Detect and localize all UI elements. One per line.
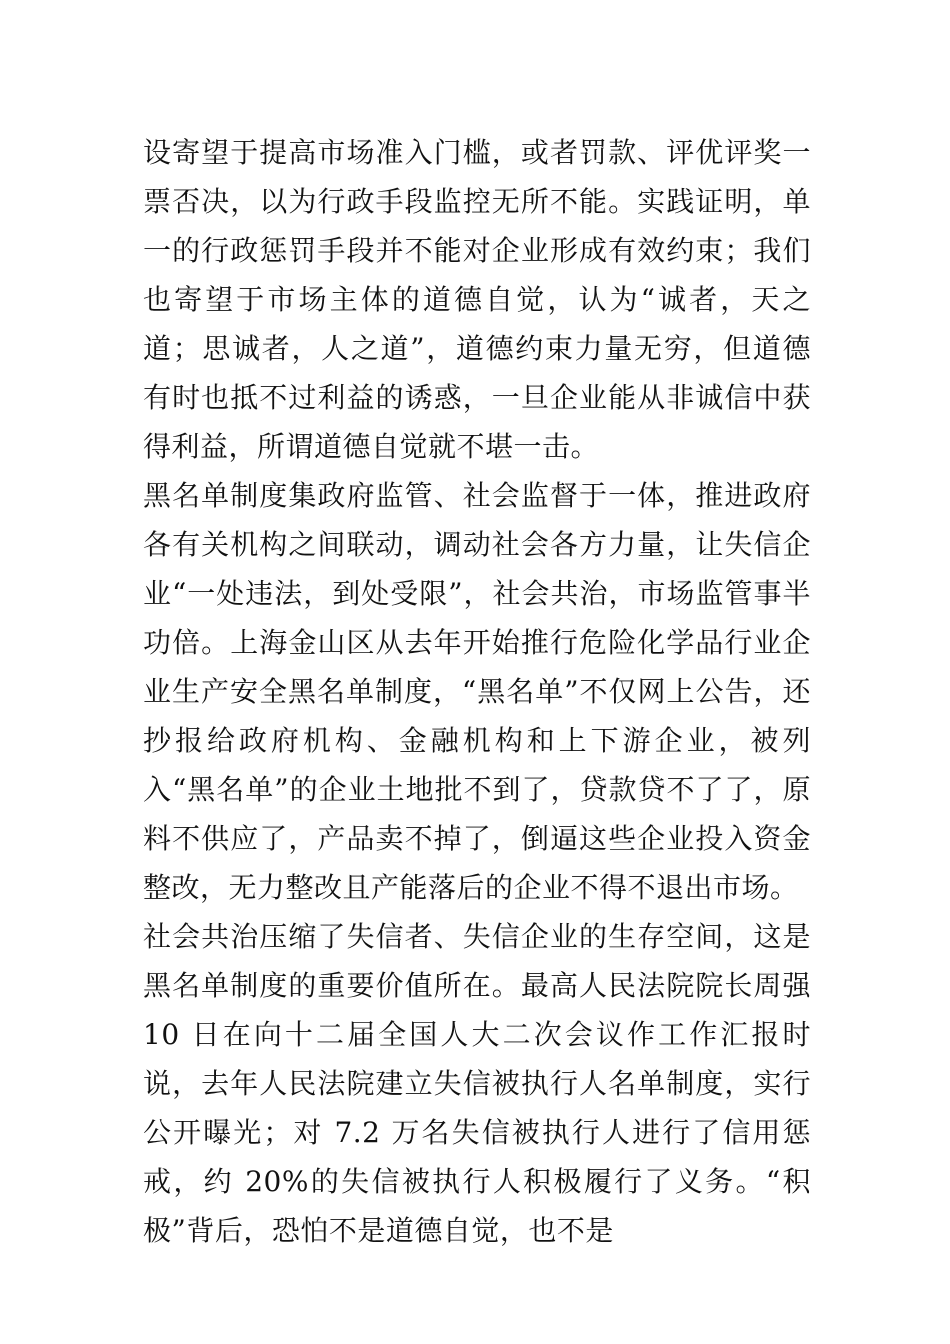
body-text: [143, 128, 811, 1255]
paragraph-3: 社会共治压缩了失信者、失信企业的生存空间，这是黑名单制度的重要价值所在。最高人民法院院长周强 10 日在向十二届全国人大二次会议作工作汇报时说，去年人民法院建立失信被执行人名单制度，实行公开曝光；对 7.2 万名失信被执行人进行了信用惩戒，约 20%的失信被执行人积极履行了义务。“积极”背后，恐怕不是道德自觉，也不是: [143, 920, 811, 1247]
paragraph-1: 设寄望于提高市场准入门槛，或者罚款、评优评奖一票否决，以为行政手段监控无所不能。实践证明，单一的行政惩罚手段并不能对企业形成有效约束；我们也寄望于市场主体的道德自觉，认为“诚者，天之道；思诚者，人之道”，道德约束力量无穷，但道德有时也抵不过利益的诱惑，一旦企业能从非诚信中获得利益，所谓道德自觉就不堪一击。: [143, 136, 811, 463]
paragraph-2: 黑名单制度集政府监管、社会监督于一体，推进政府各有关机构之间联动，调动社会各方力量，让失信企业“一处违法，到处受限”，社会共治，市场监管事半功倍。上海金山区从去年开始推行危险化学品行业企业生产安全黑名单制度，“黑名单”不仅网上公告，还抄报给政府机构、金融机构和上下游企业，被列入“黑名单”的企业土地批不到了，贷款贷不了了，原料不供应了，产品卖不掉了，倒逼这些企业投入资金整改，无力整改且产能落后的企业不得不退出市场。: [143, 479, 811, 904]
